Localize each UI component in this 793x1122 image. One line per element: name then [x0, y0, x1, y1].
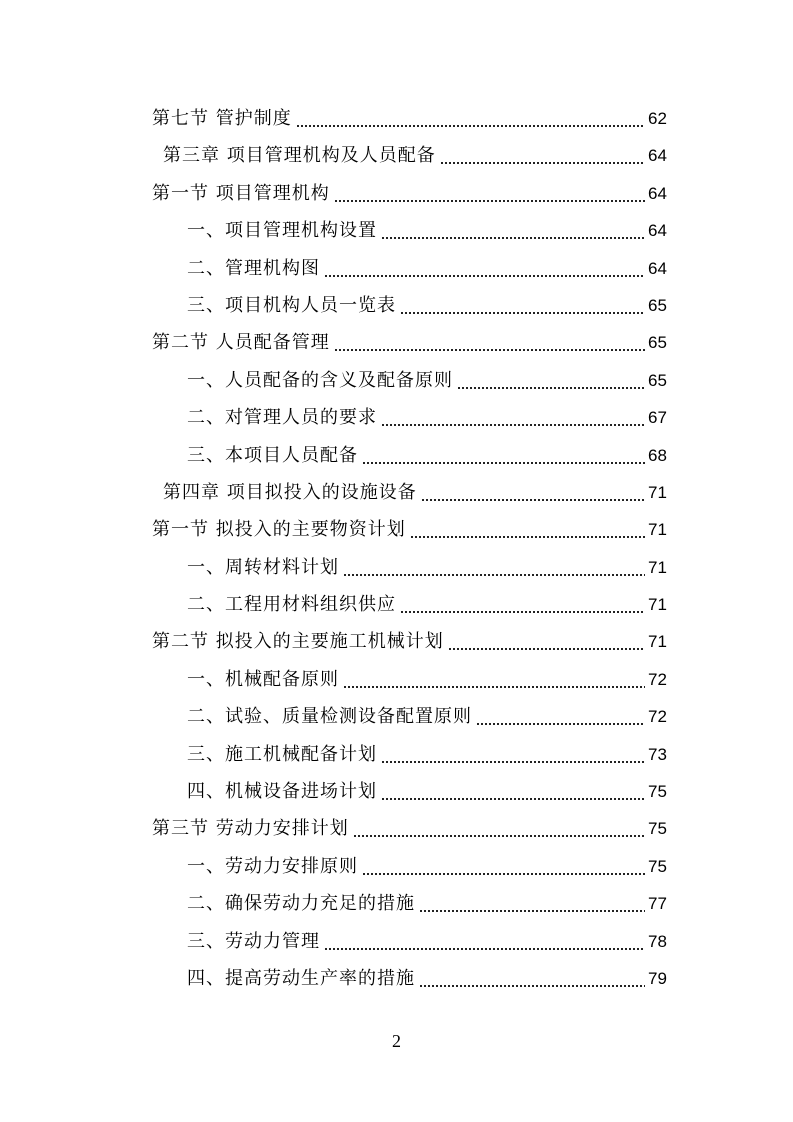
dot-leader: [334, 175, 645, 212]
dot-leader: [381, 773, 645, 810]
toc-entry[interactable]: [0, 698, 793, 735]
toc-entry-title: 二、工程用材料组织供应: [187, 594, 396, 616]
dot-leader: [343, 549, 645, 586]
dot-leader: [353, 810, 645, 847]
toc-entry[interactable]: [0, 474, 793, 511]
toc-entry[interactable]: [0, 848, 793, 885]
toc-entry-page: 65: [648, 333, 667, 353]
toc-entry[interactable]: [0, 960, 793, 997]
toc-entry-page: 64: [648, 146, 667, 166]
toc-entry-title: 二、对管理人员的要求: [187, 407, 377, 429]
dot-leader: [410, 511, 645, 548]
toc-entry-page: 64: [648, 183, 667, 203]
dot-leader: [296, 100, 645, 137]
toc-entry-title: 三、劳动力管理: [187, 930, 320, 952]
toc-entry-page: 71: [648, 520, 667, 540]
toc-entry[interactable]: [0, 362, 793, 399]
toc-entry-title: 第七节 管护制度: [152, 108, 292, 129]
toc-entry-title: 第一节 项目管理机构: [152, 182, 330, 204]
table-of-contents: [0, 100, 793, 997]
dot-leader: [343, 661, 645, 698]
dot-leader: [324, 250, 645, 287]
toc-entry-title: 四、提高劳动生产率的措施: [187, 967, 415, 989]
toc-entry-title: 第三章 项目管理机构及人员配备: [163, 145, 436, 167]
dot-leader: [381, 212, 645, 249]
dot-leader: [324, 923, 645, 960]
toc-entry[interactable]: [0, 549, 793, 586]
toc-entry[interactable]: [0, 100, 793, 137]
dot-leader: [419, 885, 645, 922]
toc-entry-page: 62: [648, 109, 667, 128]
toc-entry[interactable]: [0, 175, 793, 212]
toc-entry-page: 64: [648, 221, 667, 241]
toc-entry[interactable]: [0, 437, 793, 474]
toc-entry-page: 67: [648, 408, 667, 428]
dot-leader: [362, 437, 645, 474]
toc-entry-title: 三、施工机械配备计划: [187, 743, 377, 765]
toc-entry-title: 第二节 人员配备管理: [152, 332, 330, 354]
toc-entry-page: 68: [648, 445, 667, 465]
dot-leader: [476, 698, 645, 735]
dot-leader: [440, 137, 645, 174]
toc-entry[interactable]: [0, 661, 793, 698]
toc-entry[interactable]: [0, 137, 793, 174]
toc-entry-title: 第二节 拟投入的主要施工机械计划: [152, 631, 444, 653]
toc-entry[interactable]: [0, 399, 793, 436]
toc-entry-title: 第四章 项目拟投入的设施设备: [163, 481, 417, 503]
toc-entry-page: 71: [648, 557, 667, 577]
toc-entry-title: 一、周转材料计划: [187, 556, 339, 578]
toc-entry-page: 73: [648, 744, 667, 764]
dot-leader: [421, 474, 645, 511]
toc-entry-page: 71: [648, 482, 667, 502]
toc-entry[interactable]: [0, 885, 793, 922]
toc-entry-page: 65: [648, 370, 667, 390]
toc-entry-page: 72: [648, 669, 667, 689]
toc-entry-page: 65: [648, 295, 667, 315]
toc-entry-title: 一、机械配备原则: [187, 668, 339, 690]
toc-entry[interactable]: [0, 736, 793, 773]
toc-entry-title: 第一节 拟投入的主要物资计划: [152, 519, 406, 541]
dot-leader: [419, 960, 645, 997]
toc-entry[interactable]: [0, 923, 793, 960]
toc-entry[interactable]: [0, 623, 793, 660]
toc-entry-page: 78: [648, 931, 667, 951]
toc-entry-title: 四、机械设备进场计划: [187, 781, 377, 803]
toc-entry-page: 77: [648, 894, 667, 914]
toc-entry-title: 三、本项目人员配备: [187, 444, 358, 466]
toc-entry-title: 二、管理机构图: [187, 257, 320, 279]
toc-entry[interactable]: [0, 324, 793, 361]
toc-entry-title: 二、确保劳动力充足的措施: [187, 893, 415, 915]
toc-entry-title: 三、项目机构人员一览表: [187, 294, 396, 316]
toc-entry-page: 64: [648, 258, 667, 278]
dot-leader: [400, 287, 645, 324]
toc-entry-page: 75: [648, 819, 667, 839]
toc-entry[interactable]: [0, 773, 793, 810]
toc-entry-title: 一、项目管理机构设置: [187, 220, 377, 242]
toc-entry[interactable]: [0, 586, 793, 623]
toc-entry-page: 71: [648, 632, 667, 652]
toc-entry-page: 72: [648, 707, 667, 727]
toc-entry[interactable]: [0, 287, 793, 324]
dot-leader: [381, 736, 645, 773]
dot-leader: [334, 324, 645, 361]
page-number: 2: [392, 1031, 401, 1051]
toc-entry[interactable]: [0, 212, 793, 249]
toc-entry[interactable]: [0, 511, 793, 548]
dot-leader: [448, 623, 645, 660]
toc-entry-title: 一、劳动力安排原则: [187, 855, 358, 877]
toc-entry[interactable]: [0, 250, 793, 287]
toc-entry-title: 二、试验、质量检测设备配置原则: [187, 706, 472, 728]
toc-entry-page: 75: [648, 856, 667, 876]
dot-leader: [381, 399, 645, 436]
toc-entry-title: 第三节 劳动力安排计划: [152, 818, 349, 840]
toc-entry[interactable]: [0, 810, 793, 847]
dot-leader: [362, 848, 645, 885]
dot-leader: [457, 362, 645, 399]
toc-entry-title: 一、人员配备的含义及配备原则: [187, 369, 453, 391]
toc-entry-page: 71: [648, 595, 667, 615]
toc-entry-page: 79: [648, 968, 667, 988]
dot-leader: [400, 586, 645, 623]
toc-entry-page: 75: [648, 782, 667, 802]
